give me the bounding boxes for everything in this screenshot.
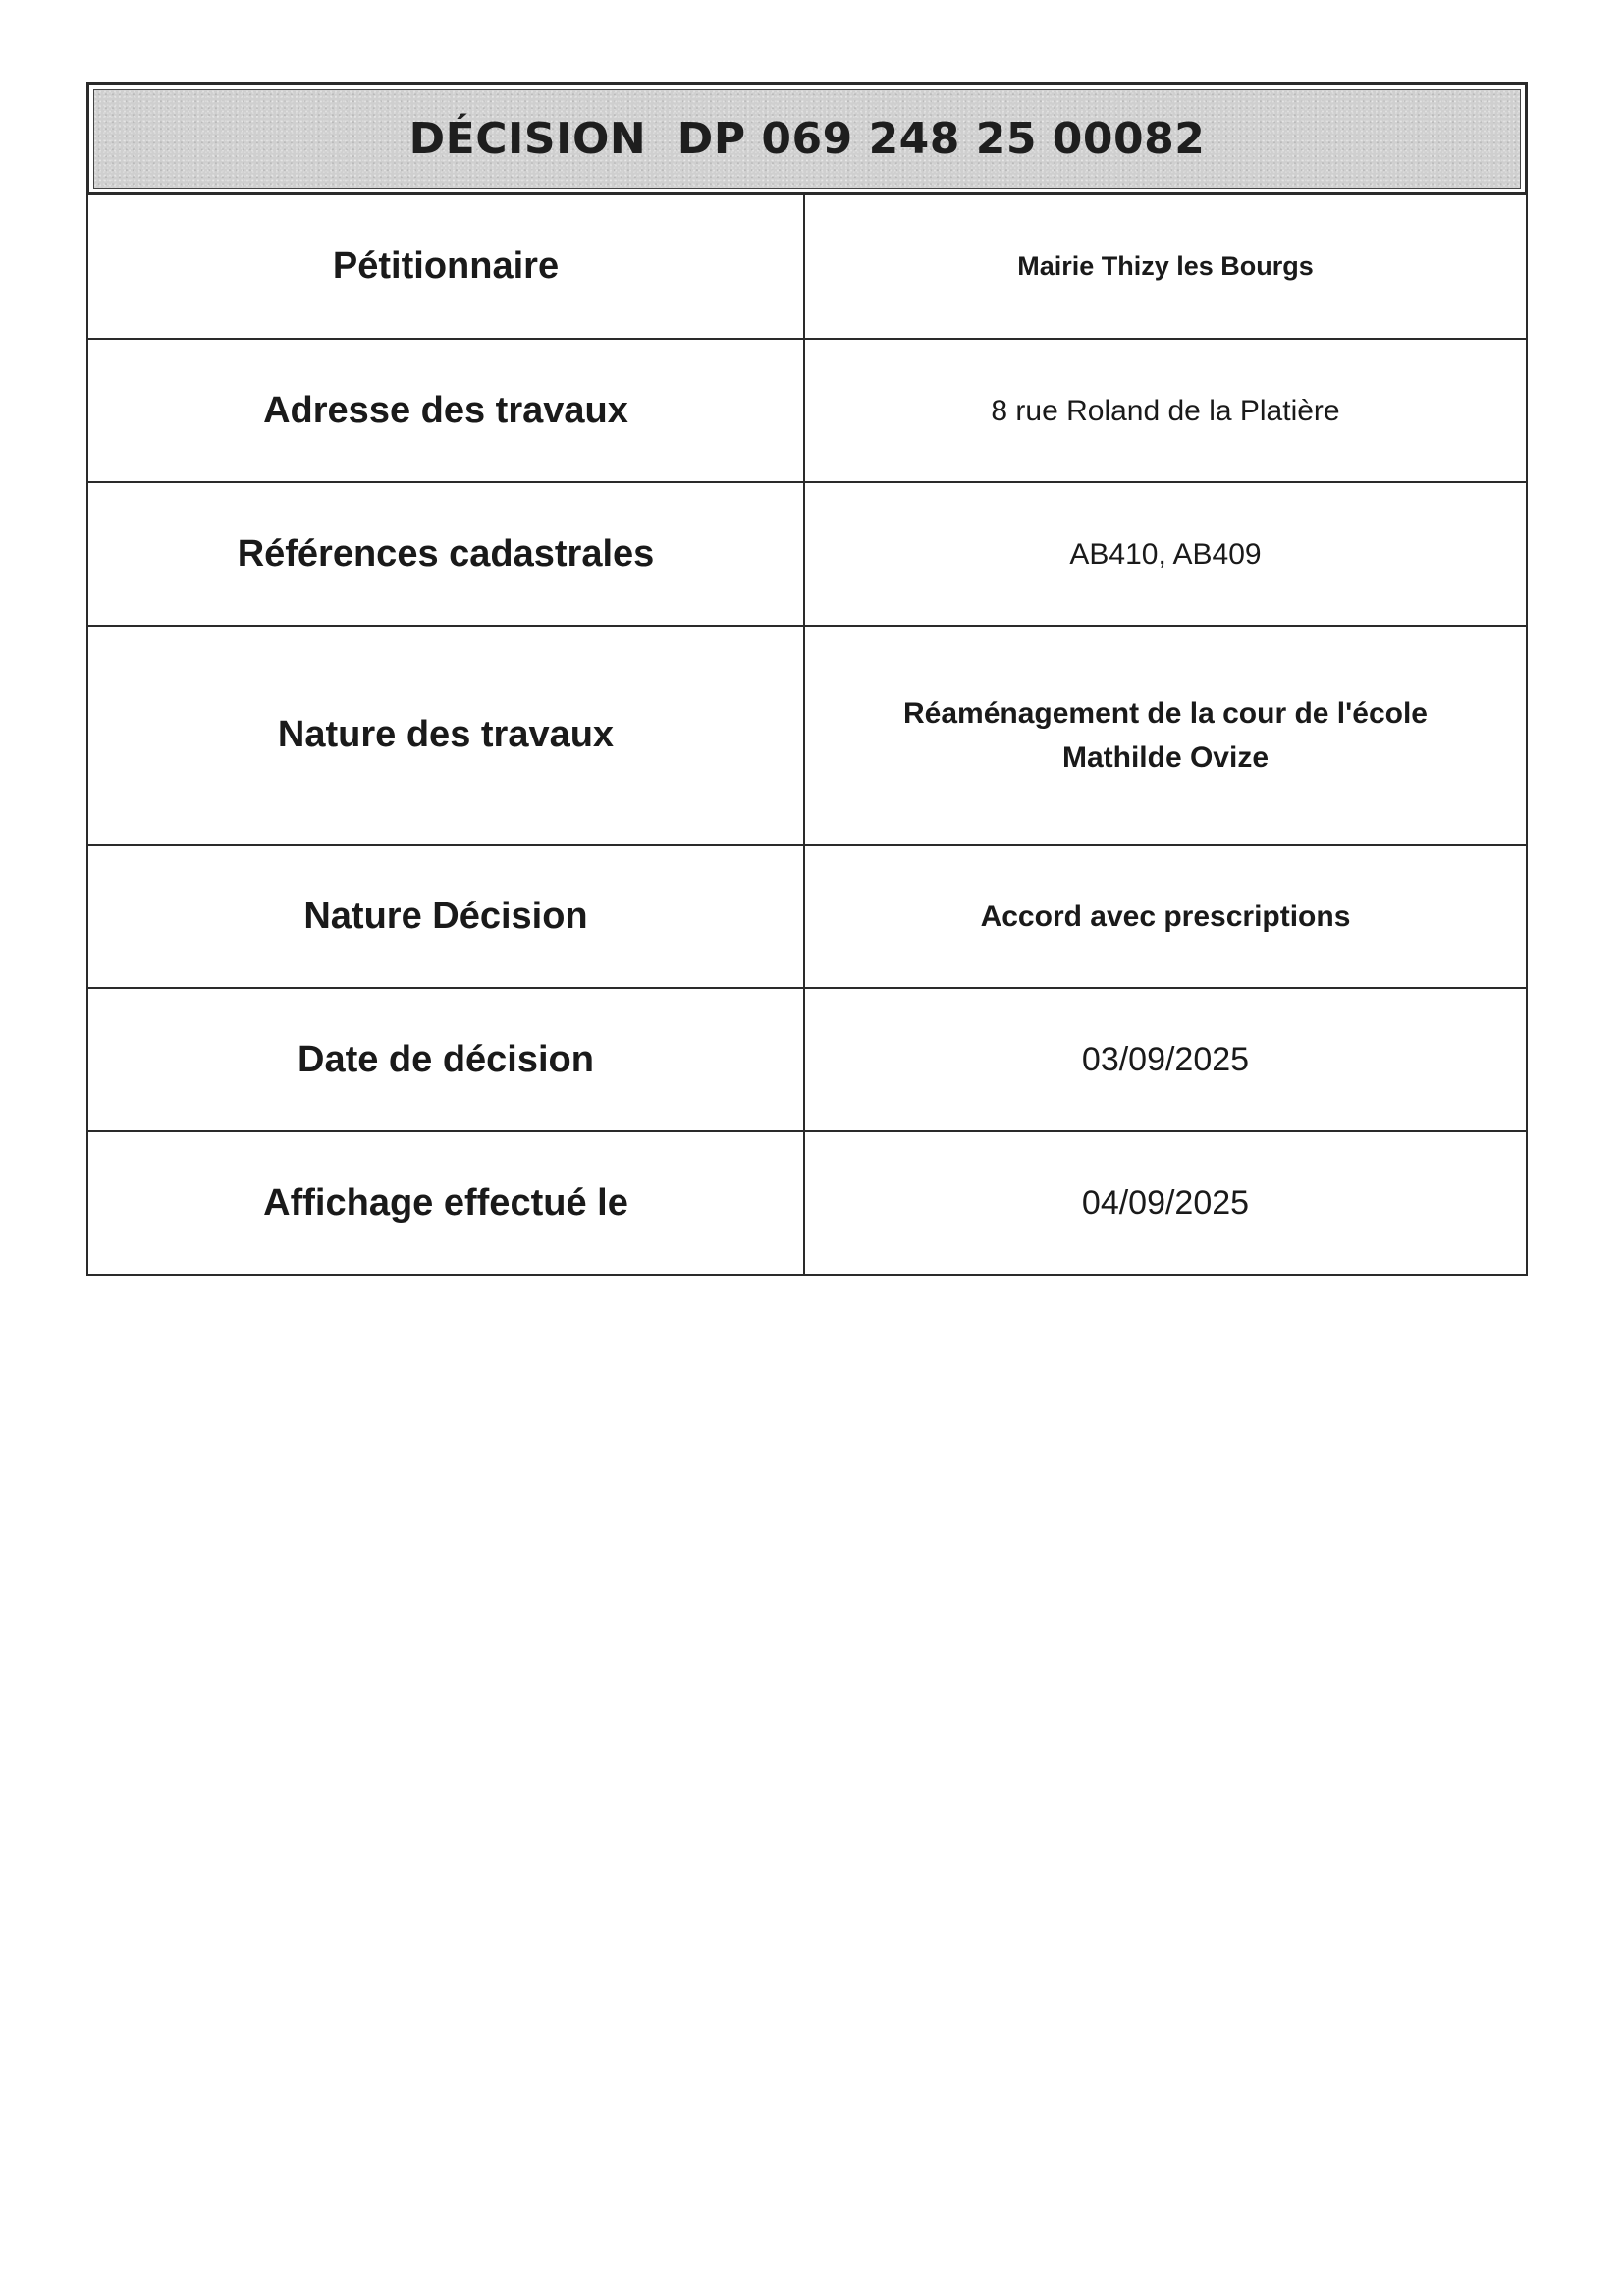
table-row-date-decision <box>88 987 1526 1130</box>
row-label: Nature des travaux <box>88 627 805 844</box>
row-value: Réaménagement de la cour de l'école Mathilde Ovize <box>903 696 1428 774</box>
row-value: Accord avec prescriptions <box>980 900 1351 933</box>
decision-title: DÉCISION DP 069 248 25 00082 <box>408 114 1206 164</box>
row-label: Nature Décision <box>88 846 805 987</box>
title-banner-fill <box>93 89 1521 189</box>
row-label: Date de décision <box>88 989 805 1130</box>
row-value: Mairie Thizy les Bourgs <box>1017 251 1314 281</box>
decision-notice <box>86 82 1528 1276</box>
table-row-petitionnaire <box>88 195 1526 338</box>
title-banner <box>86 82 1528 195</box>
row-value: 8 rue Roland de la Platière <box>991 394 1340 427</box>
table-row-nature-decision <box>88 844 1526 987</box>
row-label: Adresse des travaux <box>88 340 805 481</box>
table-row-affichage <box>88 1130 1526 1274</box>
decision-table <box>86 195 1528 1276</box>
table-row-nature-travaux <box>88 625 1526 844</box>
row-value: 04/09/2025 <box>1081 1183 1250 1222</box>
row-label: Pétitionnaire <box>88 195 805 338</box>
row-value: 03/09/2025 <box>1081 1040 1250 1078</box>
row-value: AB410, AB409 <box>1069 537 1262 571</box>
row-label: Affichage effectué le <box>88 1132 805 1274</box>
table-row-references <box>88 481 1526 625</box>
table-row-adresse <box>88 338 1526 481</box>
row-label: Références cadastrales <box>88 483 805 625</box>
